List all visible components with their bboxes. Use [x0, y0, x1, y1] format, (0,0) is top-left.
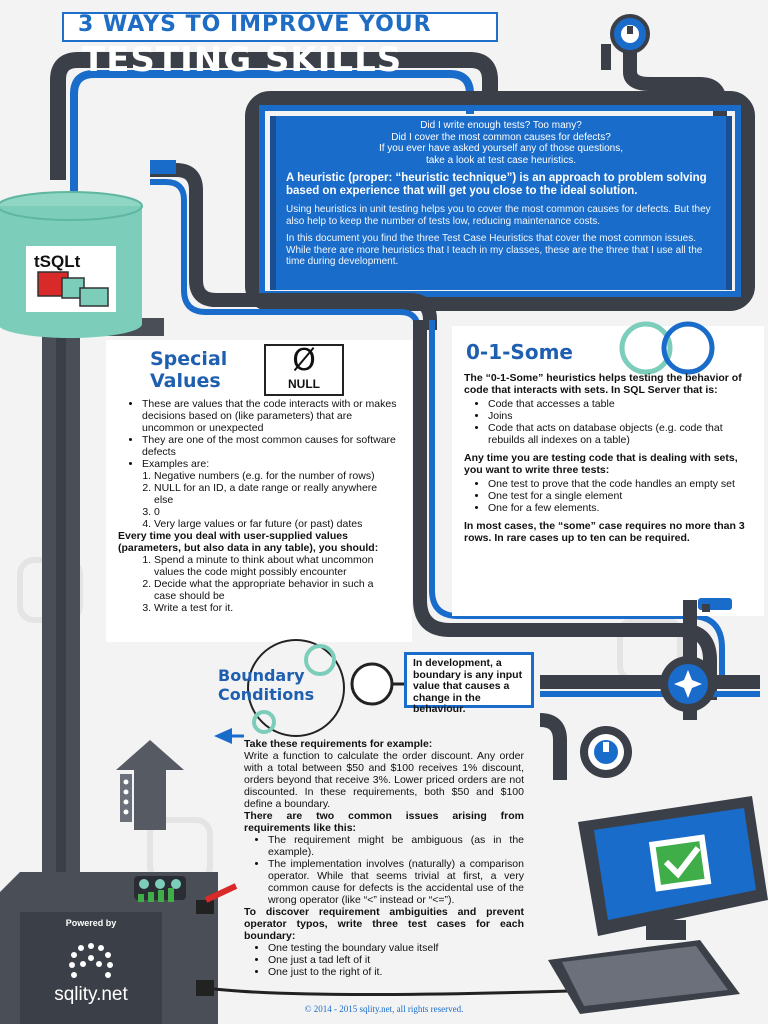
list-item: • One testing the boundary value itself — [268, 942, 524, 954]
intro-question: take a look at test case heuristics. — [425, 154, 577, 166]
list-item: • One just to the right of it. — [268, 966, 524, 978]
list-item: • They are one of the most common causes for software defects — [142, 434, 398, 458]
pressure-gauge-icon — [580, 726, 632, 778]
list-item: • Examples are: — [142, 458, 398, 470]
title-line1: 3 WAYS TO IMPROVE YOUR — [78, 12, 432, 37]
computer-monitor-icon — [548, 796, 768, 1014]
list-item: • The requirement might be ambiguous (as in the example). — [268, 834, 524, 858]
intro-question: If you ever have asked yourself any of those questions, — [378, 143, 624, 154]
intro-paragraph: Using heuristics in unit testing helps you to cover the most common causes for defects. But they also help to keep the number of tests low, reducing maintenance costs. — [286, 204, 711, 227]
intro-question: Did I cover the most common causes for defects? — [391, 131, 611, 143]
zero-one-some-heading: 0-1-Some — [466, 340, 573, 364]
intro-paragraph: In this document you find the three Test Case Heuristics that cover the most common issues. While there are more heuristics that I teach in my classes, these are the three that I use all the time during development. — [286, 233, 703, 268]
list-item: • Code that acts on database objects (e.g. code that rebuilds all indexes on a table) — [488, 422, 750, 446]
two-issues-text: There are two common issues arising from requirements like this: — [244, 810, 524, 834]
intro-questions — [286, 120, 716, 166]
special-values-body — [118, 398, 398, 614]
some-intro: The “0-1-Some” heuristics helps testing the behavior of code that interacts with sets. In SQL Server that is: — [464, 372, 742, 396]
up-arrow-icon — [116, 740, 184, 830]
list-item: 3. 0 — [154, 506, 398, 518]
list-item: • The implementation involves (naturally) a comparison operator. While that seems trivial at first, a very common cause for defects is the accidental use of the wrong operator (like “<” instead or “<=”). — [268, 858, 524, 906]
some-anytime: Any time you are testing code that is dealing with sets, you want to write three tests: — [464, 452, 738, 476]
list-item: • These are values that the code interacts with or makes decisions based on (like parameters) that are uncommon or unexpected — [142, 398, 398, 434]
list-item: • One test to prove that the code handles an empty set — [488, 478, 750, 490]
heuristic-definition: A heuristic (proper: “heuristic technique”) is an approach to problem solving based on experience that will get you close to the ideal solution. — [286, 172, 707, 198]
every-time-text: Every time you deal with user-supplied values (parameters, but also data in any table), you should: — [118, 530, 379, 554]
list-item: 2. Decide what the appropriate behavior in such a case should be — [154, 578, 398, 602]
list-item: 1. Spend a minute to think about what uncommon values the code might possibly encounter — [154, 554, 398, 578]
heading-line: Values — [150, 370, 221, 392]
take-requirements: Take these requirements for example: — [244, 738, 433, 750]
null-icon — [264, 344, 344, 396]
list-item: • One just a tad left of it — [268, 954, 524, 966]
list-item: 2. NULL for an ID, a date range or really anywhere else — [154, 482, 398, 506]
list-item: • One for a few elements. — [488, 502, 750, 514]
heading-line: Special — [150, 348, 228, 370]
some-most-cases: In most cases, the “some” case requires no more than 3 rows. In rare cases up to ten can be required. — [464, 520, 745, 544]
special-values-heading — [150, 348, 227, 392]
list-item: 4. Very large values or far future (or past) dates — [154, 518, 398, 530]
boundary-definition-callout: In development, a boundary is any input value that causes a change in the behaviour. — [404, 652, 534, 708]
discover-text: To discover requirement ambiguities and prevent operator typos, write three test cases for each boundary: — [244, 906, 524, 942]
keyboard-icon — [548, 940, 740, 1014]
list-item: • Code that accesses a table — [488, 398, 750, 410]
intro-question: Did I write enough tests? Too many? — [420, 120, 582, 131]
null-label: NULL — [288, 377, 320, 391]
zero-one-some-body — [464, 372, 750, 550]
empty-set-symbol: Ø — [292, 343, 316, 378]
list-item: 1. Negative numbers (e.g. for the number of rows) — [154, 470, 398, 482]
requirements-example: Write a function to calculate the order discount. Any order with a total between $50 and $100 receives 1% discount, orders beyond that receive 3%. Lower priced orders are not discounted. In these requirements, both $50 and $100 define a boundary. — [244, 750, 524, 810]
heading-line: Boundary — [218, 666, 305, 685]
powered-by-label: Powered by — [65, 918, 117, 928]
sqlity-logo-text: sqlity.net — [54, 984, 128, 1005]
pressure-gauge-icon — [612, 16, 648, 52]
boundary-conditions-heading — [218, 666, 314, 704]
intro-panel — [270, 116, 732, 290]
tsqlt-label: tSQLt — [34, 252, 81, 271]
heading-line: Conditions — [218, 685, 315, 704]
list-item: • One test for a single element — [488, 490, 750, 502]
copyright-footer: © 2014 - 2015 sqlity.net, all rights reserved. — [304, 1004, 464, 1014]
list-item: • Joins — [488, 410, 750, 422]
title-line2: TESTING SKILLS — [82, 40, 403, 80]
checkmark-icon — [649, 834, 711, 891]
boundary-body — [244, 738, 524, 978]
list-item: 3. Write a test for it. — [154, 602, 398, 614]
